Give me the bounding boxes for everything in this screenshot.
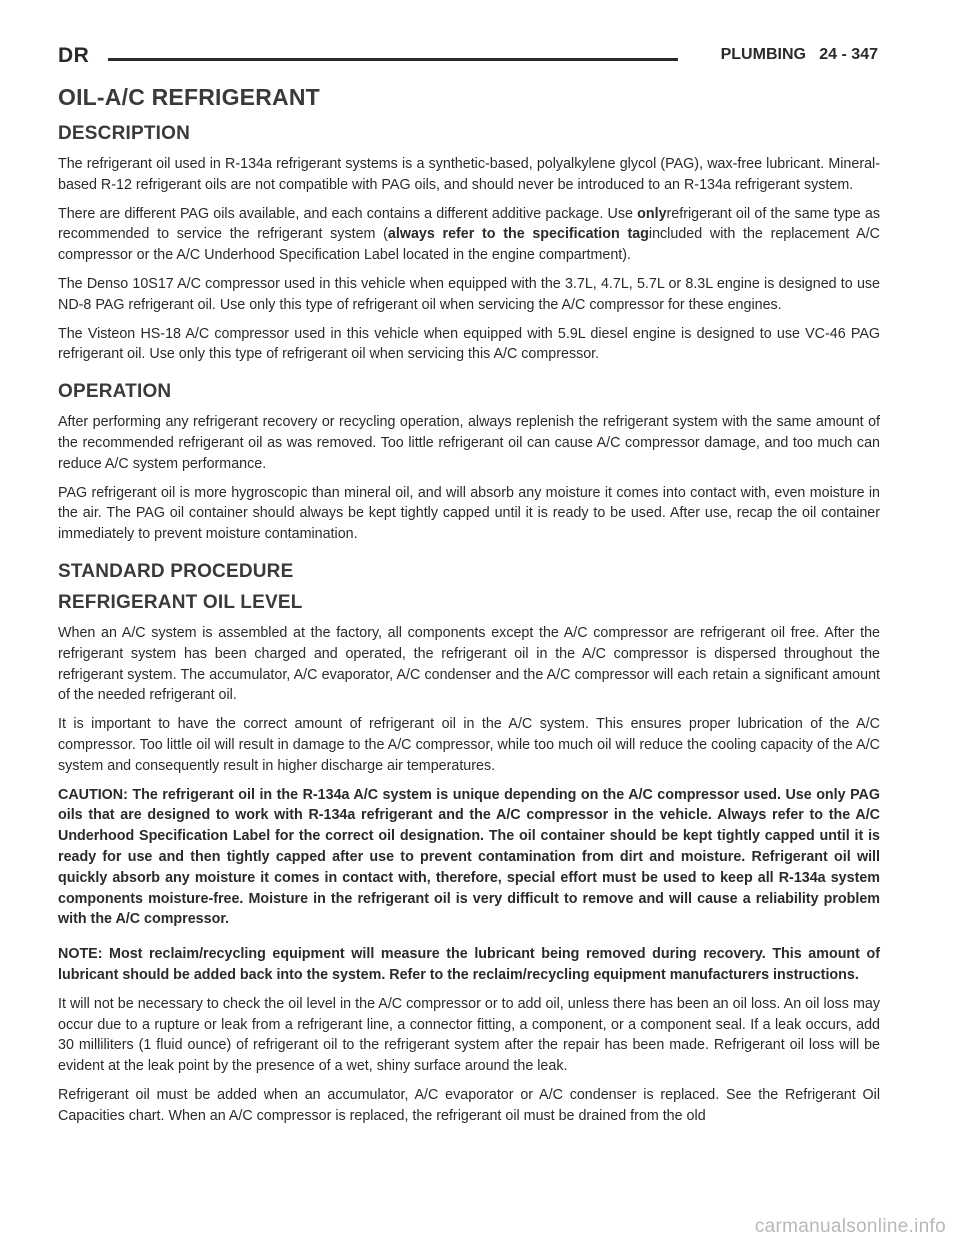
header-rule [108,58,678,61]
oil-level-subheading: REFRIGERANT OIL LEVEL [58,591,303,613]
description-p2-text-e: included with the replacement A/C compressor or the A/C Underhood Specification Label located in the engine compartment). [58,226,880,264]
page-content [58,84,880,1134]
description-paragraph-2 [58,204,880,266]
site-watermark: carmanualsonline.info [754,1216,946,1237]
procedure-paragraph-1: When an A/C system is assembled at the factory, all components except the A/C compressor are refrigerant oil free. After the refrigerant system has been charged and operated, the refrigerant oil in the A/C compressor is dispersed throughout the refrigerant system. The accumulator, A/C evaporator, A/C condenser and the A/C compressor will each retain a significant amount of the needed refrigerant oil. [58,624,880,704]
header-section: PLUMBING [720,46,806,63]
description-paragraph-3: The Denso 10S17 A/C compressor used in this vehicle when equipped with the 3.7L, 4.7L, 5.7L or 8.3L engine is designed to use ND-8 PAG refrigerant oil. Use only this type of refrigerant oil when servicing the A/C compressor for these engines. [58,275,880,313]
note-notice: NOTE: Most reclaim/recycling equipment will measure the lubricant being removed during recovery. This amount of lubricant should be added back into the system. Refer to the reclaim/recycling equipment manufacturers instructions. [58,946,880,983]
page-header [58,44,878,74]
description-heading: DESCRIPTION [58,123,191,144]
procedure-paragraph-4: Refrigerant oil must be added when an accumulator, A/C evaporator or A/C condenser is replaced. See the Refrigerant Oil Capacities chart. When an A/C compressor is replaced, the refrigerant oil must be drained from the old [58,1086,880,1124]
description-p2-emphasis-tag: always refer to the specification tag [387,226,649,243]
header-section-page [721,46,878,64]
header-page-number: 24 - 347 [819,46,878,63]
operation-paragraph-2: PAG refrigerant oil is more hygroscopic than mineral oil, and will absorb any moisture it comes into contact with, even moisture in the air. The PAG oil container should always be kept tightly capped until it is ready to be used. After use, recap the oil container immediately to prevent moisture contamination. [58,484,880,543]
page-title: OIL-A/C REFRIGERANT [58,84,320,110]
description-p2-text-a: There are different PAG oils available, and each contains a different additive package. Use [58,205,638,222]
caution-notice: CAUTION: The refrigerant oil in the R-134a A/C system is unique depending on the A/C compressor used. Use only PAG oils that are designed to work with R-134a refrigerant and the A/C compressor in the vehicle. Always refer to the A/C Underhood Specification Label for the correct oil designation. The oil container should be kept tightly capped until it is ready for use and then tightly capped after use to prevent contamination from dirt and moisture. Refrigerant oil will quickly absorb any moisture it comes in contact with, therefore, special effort must be used to keep all R-134a system components moisture-free. Moisture in the refrigerant oil is very difficult to remove and will cause a reliability problem with the A/C compressor. [58,786,880,928]
procedure-paragraph-2: It is important to have the correct amount of refrigerant oil in the A/C system. This ensures proper lubrication of the A/C compressor. Too little oil will result in damage to the A/C compressor, while too much oil will reduce the cooling capacity of the A/C system and consequently result in higher discharge air temperatures. [58,716,880,774]
description-paragraph-1: The refrigerant oil used in R-134a refrigerant systems is a synthetic-based, polyalkylene glycol (PAG), wax-free lubricant. Mineral-based R-12 refrigerant oils are not compatible with PAG oils, and should never be introduced to an R-134a refrigerant system. [58,156,880,193]
operation-heading: OPERATION [58,381,172,403]
description-p2-emphasis-only: only [637,205,667,222]
standard-procedure-heading: STANDARD PROCEDURE [58,560,294,582]
procedure-paragraph-3: It will not be necessary to check the oil level in the A/C compressor or to add oil, unless there has been an oil loss. An oil loss may occur due to a rupture or leak from a refrigerant line, a connector fitting, a component, or a component seal. If a leak occurs, add 30 milliliters (1 fluid ounce) of refrigerant oil to the refrigerant system after the repair has been made. Refrigerant oil loss will be evident at the leak point by the presence of a wet, shiny surface around the leak. [58,995,880,1075]
operation-paragraph-1: After performing any refrigerant recovery or recycling operation, always replenish the refrigerant system with the same amount of the recommended refrigerant oil as was removed. Too little refrigerant oil can cause A/C compressor damage, and too much can reduce A/C system performance. [58,414,880,472]
description-paragraph-4: The Visteon HS-18 A/C compressor used in this vehicle when equipped with 5.9L diesel engine is designed to use VC-46 PAG refrigerant oil. Use only this type of refrigerant oil when servicing this A/C compressor. [58,325,880,363]
header-model-code: DR [58,44,90,67]
description-p2-text-c: refrigerant oil of the same type as recommended to service the refrigerant system ( [58,205,880,243]
